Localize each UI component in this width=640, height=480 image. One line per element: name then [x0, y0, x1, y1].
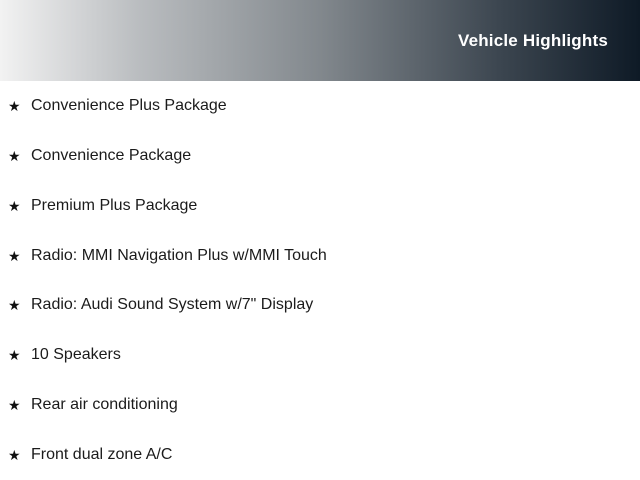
- list-item: [0, 380, 640, 430]
- list-item: [0, 330, 640, 380]
- list-item-label: Radio: MMI Navigation Plus w/MMI Touch: [31, 246, 327, 264]
- list-item-label: 10 Speakers: [31, 346, 121, 364]
- highlights-list: [0, 81, 640, 480]
- list-item: [0, 181, 640, 231]
- star-icon: ★: [8, 247, 21, 264]
- list-item-label: Convenience Plus Package: [31, 96, 227, 114]
- list-item-label: Convenience Package: [31, 146, 192, 164]
- list-item: [0, 131, 640, 181]
- star-icon: ★: [8, 447, 21, 464]
- list-item: [0, 81, 640, 131]
- page-title: Vehicle Highlights: [457, 30, 608, 50]
- star-icon: ★: [8, 97, 21, 114]
- list-item: [0, 430, 640, 480]
- list-item: [0, 231, 640, 281]
- list-item-label: Premium Plus Package: [31, 196, 198, 214]
- header-banner: [0, 0, 640, 81]
- list-item-label: Radio: Audi Sound System w/7" Display: [31, 296, 314, 314]
- list-item-label: Front dual zone A/C: [31, 446, 173, 464]
- star-icon: ★: [8, 397, 21, 414]
- star-icon: ★: [8, 197, 21, 214]
- star-icon: ★: [8, 297, 21, 314]
- list-item-label: Rear air conditioning: [31, 396, 178, 414]
- star-icon: ★: [8, 147, 21, 164]
- star-icon: ★: [8, 347, 21, 364]
- list-item: [0, 281, 640, 331]
